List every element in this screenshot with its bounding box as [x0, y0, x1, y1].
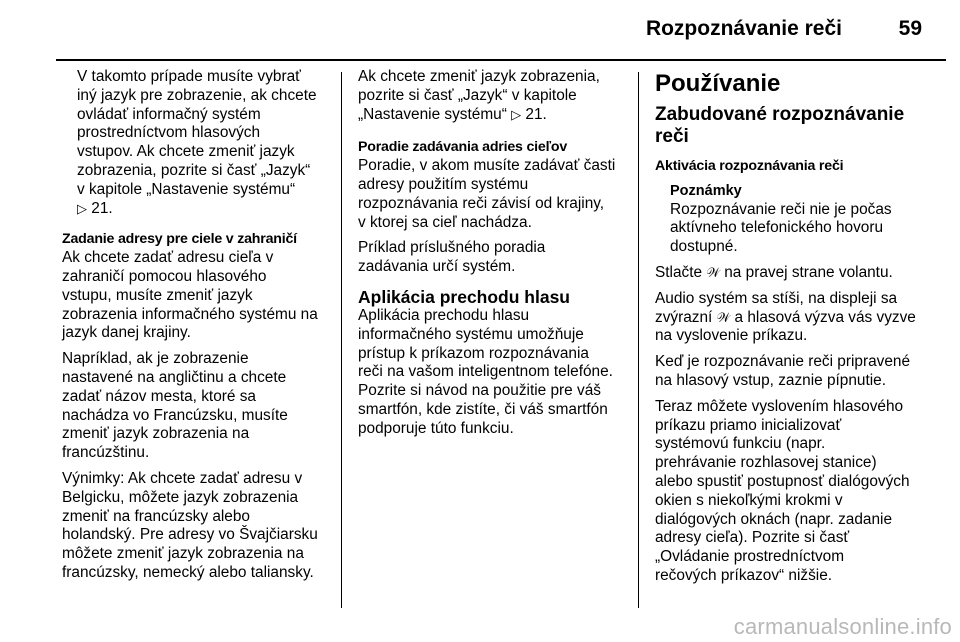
paragraph-change-language: Ak chcete zmeniť jazyk zobrazenia, pozrite si časť „Jazyk“ v kapitole „Nastavenie systému“ ▷ 21. — [358, 68, 600, 123]
arrow-reference-icon: ▷ — [511, 106, 522, 122]
paragraph-voice-command: Teraz môžete vyslovením hlasového príkazu priamo inicializovať systémovú funkciu (napr. prehrávanie rozhlasovej stanice) alebo spustiť postupnosť dialógových okien s niekoľkými krokmi v dialógových oknách (napr. zadanie adresy cieľa). Pozrite si časť „Ovládanie prostredníctvom rečových príkazov“ nižšie. — [655, 397, 910, 584]
heading-order: Poradie zadávania adries cieľov — [358, 139, 568, 156]
paragraph-beep: Keď je rozpoznávanie reči pripravené na hlasový vstup, zaznie pípnutie. — [655, 353, 910, 389]
arrow-reference-icon: ▷ — [77, 200, 87, 216]
voice-button-icon: 𝒲 — [706, 264, 720, 280]
heading-activation: Aktivácia rozpoznávania reči — [655, 158, 844, 174]
page-header — [0, 0, 960, 62]
page-reference-link[interactable]: 21. — [525, 105, 547, 123]
watermark: carmanualsonline.info — [733, 614, 952, 639]
column-1 — [62, 68, 332, 590]
paragraph-press-button: Stlačte 𝒲 na pravej strane volantu. — [655, 263, 893, 281]
paragraph-example: Napríklad, ak je zobrazenie nastavené na angličtinu a chcete zadať názov mesta, ktoré sa nachádza vo Francúzsku, musíte zmeniť jazyk zobrazenia na francúzštinu. — [62, 350, 288, 462]
column-divider — [341, 72, 342, 608]
note-block: Poznámky Rozpoznávanie reči nie je počas aktívneho telefonického hovoru dostupné. — [670, 182, 892, 256]
paragraph-audio-muted: Audio systém sa stíši, na displeji sa zvýrazní 𝒲 a hlasová výzva vás vyzve na vyslovenie príkazu. — [655, 289, 916, 345]
section-order: Poradie zadávania adries cieľov Poradie, v akom musíte zadávať časti adresy použitím systému rozpoznávania reči závisí od krajiny, v ktorej sa cieľ nachádza. — [358, 139, 616, 231]
note-title: Poznámky — [670, 182, 742, 199]
paragraph-language-change: V takomto prípade musíte vybrať iný jazyk pre zobrazenie, ak chcete ovládať informačný systém prostredníctvom hlasových vstupov. Ak chcete zmeniť jazyk zobrazenia, pozrite si časť „Jazyk“ v kapitole „Nastavenie systému“ ▷ 21. — [77, 68, 317, 217]
paragraph-voice-passthrough: Aplikácia prechodu hlasu informačného systému umožňuje prístup k príkazom rozpoznávania reči na vašom inteligentnom telefóne. Pozrite si návod na použitie pre váš smartfón, kde zistíte, či váš smartfón podporuje túto funkciu. — [358, 306, 613, 437]
page-reference-link[interactable]: 21. — [91, 199, 113, 217]
page-number: 59 — [898, 17, 922, 40]
column-3 — [655, 68, 947, 593]
column-divider — [638, 72, 639, 608]
column-2 — [358, 68, 630, 446]
page-title: Rozpoznávanie reči — [645, 17, 842, 40]
section-abroad: Zadanie adresy pre ciele v zahraničí Ak chcete zadať adresu cieľa v zahraničí pomocou hlasového vstupu, musíte zmeniť jazyk zobrazenia informačného systému na jazyk danej krajiny. — [62, 231, 318, 342]
header-rule — [56, 59, 946, 61]
heading-voice-passthrough: Aplikácia prechodu hlasu — [358, 286, 570, 307]
paragraph-order-example: Príklad príslušného poradia zadávania určí systém. — [358, 239, 546, 276]
paragraph-exceptions: Výnimky: Ak chcete zadať adresu v Belgicku, môžete jazyk zobrazenia zmeniť na francúzsky alebo holandský. Pre adresy vo Švajčiarsku môžete zmeniť jazyk zobrazenia na francúzsky, nemecký alebo taliansky. — [62, 469, 318, 581]
voice-button-icon: 𝒲 — [716, 309, 731, 325]
heading-abroad: Zadanie adresy pre ciele v zahraničí — [62, 231, 297, 248]
heading-builtin-recognition: Zabudované rozpoznávanie reči — [655, 104, 905, 147]
heading-usage: Používanie — [655, 70, 781, 97]
